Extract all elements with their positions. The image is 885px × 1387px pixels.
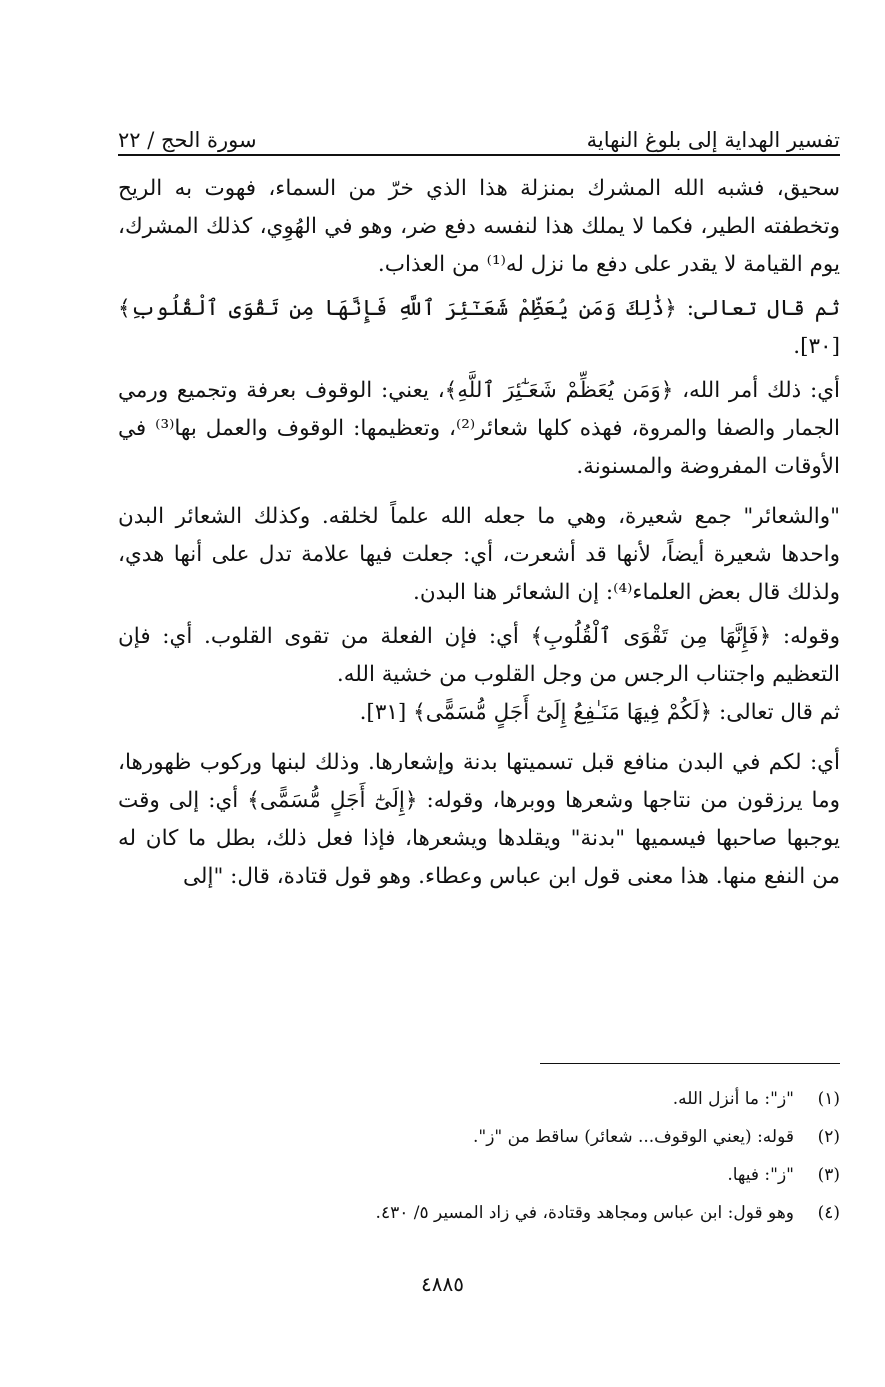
paragraph: أي: ذلك أمر الله، ﴿وَمَن يُعَظِّمْ شَعَـٰٓئِرَ ٱللَّهِ﴾، يعني: الوقوف بعرفة وتجميع ورمي الجمار والصفا والمروة، فهذه كلها شعائر⁽²⁾، وتعظيمها: الوقوف والعمل بها⁽³⁾ في الأوقات المفروضة والمسنونة.	[118, 378, 840, 479]
footnote	[118, 1118, 840, 1156]
footnote-number: (٢)	[817, 1127, 840, 1147]
footnote-divider	[540, 1063, 840, 1064]
verse-31-intro: ثم قال تعالى: ﴿لَكُمْ فِيهَا مَنَـٰفِعُ إِلَىٰٓ أَجَلٍ مُّسَمًّى﴾ [٣١].	[359, 700, 840, 725]
paragraph: أي: لكم في البدن منافع قبل تسميتها بدنة وإشعارها. وذلك لبنها وركوب ظهورها، وما يرزقون من نتاجها وشعرها ووبرها، وقوله: ﴿إِلَىٰٓ أَجَلٍ مُّسَمًّى﴾ أي: إلى وقت يوجبها صاحبها فيسميها "بدنة" ويقلدها ويشعرها، فإذا فعل ذلك، بطل ما كان له من النفع منها. هذا معنى قول ابن عباس وعطاء. وهو قول قتادة، قال: "إلى	[118, 750, 840, 889]
footnote	[118, 1156, 840, 1194]
footnote-number: (٣)	[817, 1165, 840, 1185]
footnotes	[118, 1080, 840, 1232]
footnote	[118, 1080, 840, 1118]
header-divider	[118, 154, 840, 156]
paragraph: سحيق، فشبه الله المشرك بمنزلة هذا الذي خرّ من السماء، فهوت به الريح وتخطفته الطير، فكما لا يملك هذا لنفسه دفع ضر، وهو في الهُوِي، كذلك المشرك، يوم القيامة لا يقدر على دفع ما نزل له⁽¹⁾ من العذاب.	[118, 176, 840, 277]
book-title: تفسير الهداية إلى بلوغ النهاية	[586, 128, 840, 152]
footnote-number: (٤)	[817, 1203, 840, 1223]
running-header	[118, 112, 840, 152]
footnote-text: "ز": فيها.	[727, 1165, 794, 1185]
footnote-number: (١)	[817, 1089, 840, 1109]
footnote-text: قوله: (يعني الوقوف... شعائر) ساقط من "ز".	[473, 1127, 794, 1147]
footnote-text: "ز": ما أنزل الله.	[672, 1089, 794, 1109]
verse-30-intro: ثم قال تعالى: ﴿ذَٰلِكَ وَمَن يُعَظِّمْ شَعَـٰٓئِرَ ٱللَّهِ فَإِنَّهَا مِن تَقْوَى ٱلْقُلُوبِ﴾ [٣٠].	[118, 296, 840, 359]
footnote	[118, 1194, 840, 1232]
paragraph: "والشعائر" جمع شعيرة، وهي ما جعله الله علماً لخلقه. وكذلك الشعائر البدن واحدها شعيرة أيضاً، لأنها قد أشعرت، أي: جعلت فيها علامة تدل على أنها هدي، ولذلك قال بعض العلماء⁽⁴⁾: إن الشعائر هنا البدن.	[118, 504, 840, 605]
main-text	[118, 170, 840, 896]
surah-reference: سورة الحج / ٢٢	[118, 128, 257, 152]
page-number: ٤٨٨٥	[421, 1272, 464, 1296]
paragraph: وقوله: ﴿فَإِنَّهَا مِن تَقْوَى ٱلْقُلُوبِ﴾ أي: فإن الفعلة من تقوى القلوب. أي: فإن التعظيم واجتناب الرجس من وجل القلوب من خشية الله.	[118, 624, 840, 687]
footnote-text: وهو قول: ابن عباس ومجاهد وقتادة، في زاد المسير ٥/ ٤٣٠.	[375, 1203, 794, 1223]
